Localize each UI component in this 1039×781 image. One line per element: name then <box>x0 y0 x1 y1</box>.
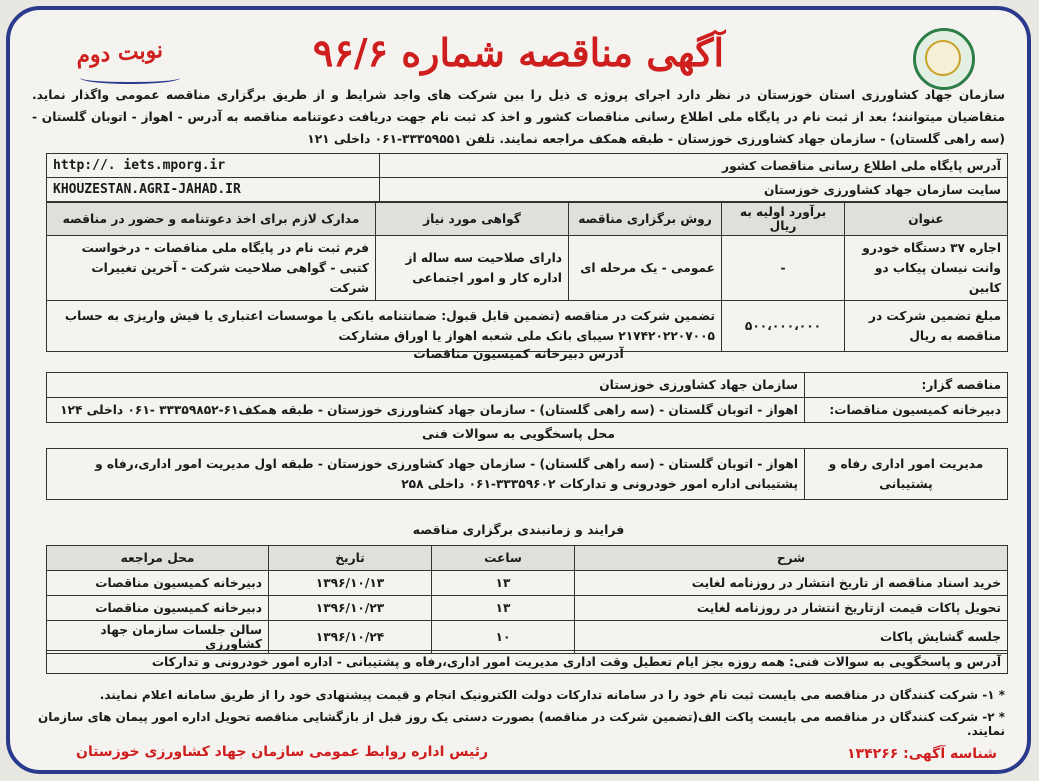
schedule-hour: ۱۳ <box>432 571 575 596</box>
technical-section-title: محل پاسخگویی به سوالات فنی <box>422 426 615 441</box>
schedule-header-desc: شرح <box>575 546 1008 571</box>
technical-label: مدیریت امور اداری رفاه و پشتیبانی <box>805 449 1008 500</box>
schedule-place: دبیرخانه کمیسیون مناقصات <box>47 596 269 621</box>
schedule-date: ۱۳۹۶/۱۰/۲۳ <box>269 596 432 621</box>
schedule-date: ۱۳۹۶/۱۰/۲۴ <box>269 621 432 654</box>
schedule-desc: جلسه گشایش پاکات <box>575 621 1008 654</box>
schedule-table <box>46 545 1008 654</box>
intro-paragraph <box>32 84 1005 150</box>
header-estimate: برآورد اولیه به ریال <box>722 203 845 236</box>
signature: رئیس اداره روابط عمومی سازمان جهاد کشاورزی خوزستان <box>76 744 489 760</box>
cell-certificate: دارای صلاحیت سه ساله از اداره کار و امور اجتماعی <box>376 236 569 301</box>
header-title: عنوان <box>845 203 1008 236</box>
schedule-row <box>47 621 1008 654</box>
secretariat-value: اهواز - اتوبان گلستان - (سه راهی گلستان) - سازمان جهاد کشاورزی خوزستان - طبقه همکف۶۱-۳۳۳۵۹۸۵۲ -۰۶۱ داخلی ۱۲۴ <box>47 398 805 423</box>
cell-documents: فرم ثبت نام در پایگاه ملی مناقصات - درخواست کتبی - گواهی صلاحیت شرکت - آخرین تغییرات شرکت <box>47 236 376 301</box>
technical-table <box>46 448 1008 500</box>
cell-guarantee-text: تضمین شرکت در مناقصه (تضمین قابل قبول: ضمانتنامه بانکی یا موسسات اعتباری یا فیش واریزی به حساب ۲۱۷۴۲۰۲۲۰۷۰۰۵ سیبای بانک ملی شعبه اهواز یا اوراق مشارکت <box>47 301 722 352</box>
cell-estimate: - <box>722 236 845 301</box>
second-turn-stamp: نوبت دوم <box>75 36 164 70</box>
cell-title: اجاره ۳۷ دستگاه خودرو وانت نیسان پیکاب دو کابین <box>845 236 1008 301</box>
secretariat-label: دبیرخانه کمیسیون مناقصات: <box>805 398 1008 423</box>
schedule-hour: ۱۰ <box>432 621 575 654</box>
schedule-desc: خرید اسناد مناقصه از تاریخ انتشار در روزنامه لغایت <box>575 571 1008 596</box>
org-label: مناقصه گزار: <box>805 373 1008 398</box>
header-documents: مدارک لازم برای اخذ دعوتنامه و حضور در مناقصه <box>47 203 376 236</box>
header-certificate: گواهی مورد نیاز <box>376 203 569 236</box>
cell-guarantee-amount: ۵۰۰،۰۰۰،۰۰۰ <box>722 301 845 352</box>
tender-table <box>46 202 1008 352</box>
header-method: روش برگزاری مناقصه <box>569 203 722 236</box>
portal-label-2: سایت سازمان جهاد کشاورزی خوزستان <box>380 178 1008 202</box>
portal-table <box>46 153 1008 202</box>
footnote-2: * ۲- شرکت کنندگان در مناقصه می بایست پاکت الف(تضمین شرکت در مناقصه) بصورت دستی یک روز قبل از بازگشایی مناقصه تحویل اداره امور پیمان های سازمان نمایند. <box>38 710 1005 738</box>
intro-text: سازمان جهاد کشاورزی استان خوزستان در نظر دارد اجرای پروژه ی ذیل را بین شرکت های واجد شرایط و از طریق برگزاری مناقصه عمومی واگذار نماید. متقاضیان میتوانند؛ بعد از ثبت نام در پایگاه ملی اطلاع رسانی مناقصات کشور و اخذ کد ثبت نام جهت دریافت دعوتنامه مناقصه به آدرس - اهواز - اتوبان گلستان - (سه راهی گلستان) - سازمان جهاد کشاورزی خوزستان - طبقه همکف مراجعه نمایند. تلفن ۳۳۳۵۹۵۵۱-۰۶۱ داخلی ۱۲۱ <box>32 88 1005 146</box>
schedule-section-title: فرایند و زمانبندی برگزاری مناقصه <box>412 522 625 537</box>
commission-section-title: آدرس دبیرخانه کمیسیون مناقصات <box>413 346 624 361</box>
cell-method: عمومی - یک مرحله ای <box>569 236 722 301</box>
schedule-hour: ۱۳ <box>432 596 575 621</box>
schedule-desc: تحویل پاکات قیمت ازتاریخ انتشار در روزنامه لغایت <box>575 596 1008 621</box>
schedule-row <box>47 571 1008 596</box>
schedule-header-date: تاریخ <box>269 546 432 571</box>
portal-url-2[interactable]: KHOUZESTAN.AGRI-JAHAD.IR <box>47 178 380 202</box>
portal-url-1[interactable]: http://. iets.mporg.ir <box>47 154 380 178</box>
footnote-1: * ۱- شرکت کنندگان در مناقصه می بایست ثبت نام خود را در سامانه تدارکات دولت الکترونیک انجام و قیمت پیشنهادی خود را از طریق سامانه اعلام نمایند. <box>99 688 1005 702</box>
org-value: سازمان جهاد کشاورزی خوزستان <box>47 373 805 398</box>
commission-table <box>46 372 1008 423</box>
technical-hours-note: آدرس و پاسخگویی به سوالات فنی: همه روزه بجز ایام تعطیل وقت اداری مدیریت امور اداری،رفاه و پشتیبانی - اداره امور خودرونی و تدارکات <box>46 650 1008 674</box>
schedule-row <box>47 596 1008 621</box>
schedule-place: دبیرخانه کمیسیون مناقصات <box>47 571 269 596</box>
portal-label-1: آدرس پایگاه ملی اطلاع رسانی مناقصات کشور <box>380 154 1008 178</box>
schedule-header-place: محل مراجعه <box>47 546 269 571</box>
schedule-date: ۱۳۹۶/۱۰/۱۳ <box>269 571 432 596</box>
ad-title: آگهی مناقصه شماره ۹۶/۶ <box>312 30 725 75</box>
schedule-place: سالن جلسات سازمان جهاد کشاورزی <box>47 621 269 654</box>
tender-ad <box>6 6 1031 774</box>
technical-value: اهواز - اتوبان گلستان - (سه راهی گلستان) - سازمان جهاد کشاورزی خوزستان - طبقه اول مدیریت امور اداری،رفاه و پشتیبانی اداره امور خودرونی و تدارکات ۳۳۳۵۹۶۰۲-۰۶۱ داخلی ۲۵۸ <box>47 449 805 500</box>
ad-id: شناسه آگهی: ۱۳۴۲۶۶ <box>847 746 997 762</box>
schedule-header-hour: ساعت <box>432 546 575 571</box>
cell-guarantee-label: مبلغ تضمین شرکت در مناقصه به ریال <box>845 301 1008 352</box>
